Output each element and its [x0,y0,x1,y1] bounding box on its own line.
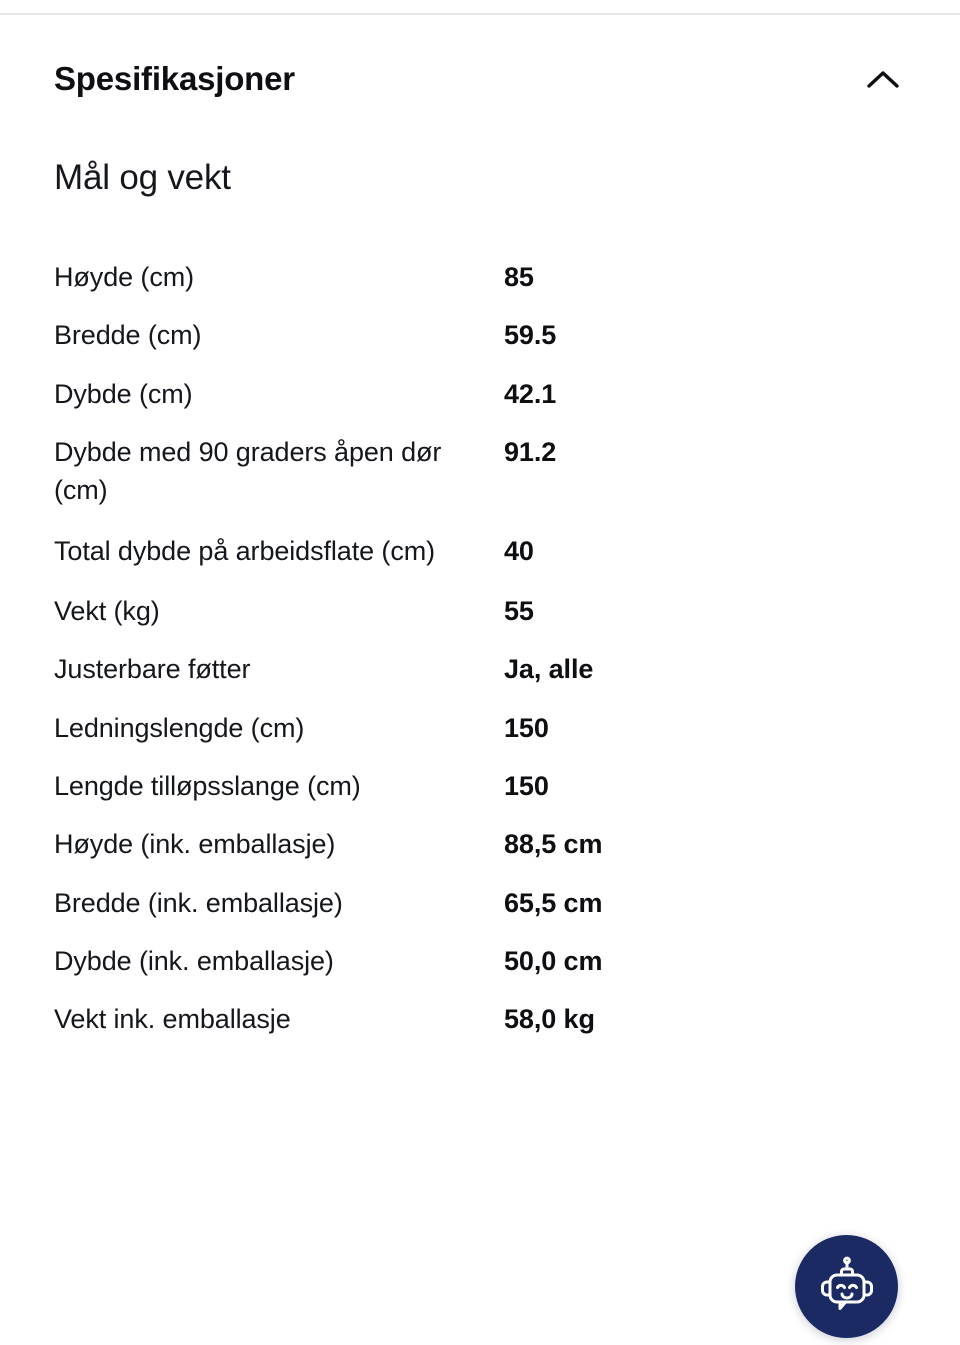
spec-value: 50,0 cm [504,945,603,976]
spec-value: 40 [504,535,534,566]
table-row [54,532,914,570]
table-row [54,375,914,413]
spec-label: Ledningslengde (cm) [54,712,305,743]
spec-label: Bredde (cm) [54,320,202,351]
spec-label: Dybde med 90 graders åpen dør (cm) [54,436,442,506]
spec-value: Ja, alle [504,654,594,685]
robot-chat-icon [816,1256,878,1318]
spec-value: 85 [504,262,534,292]
spec-label: Høyde (cm) [54,262,194,292]
page-title: Spesifikasjoner [54,59,295,97]
spec-value: 91.2 [504,436,557,467]
spec-label: Lengde tilløpsslange (cm) [54,770,361,801]
spec-label: Vekt (kg) [54,595,160,626]
spec-value: 65,5 cm [504,887,603,918]
spec-value: 55 [504,595,534,626]
spec-label: Bredde (ink. emballasje) [54,887,343,918]
spec-label: Høyde (ink. emballasje) [54,829,336,860]
table-row [54,767,914,805]
chat-launcher-button[interactable] [795,1235,898,1338]
top-divider [0,13,960,15]
spec-value: 150 [504,770,549,801]
table-row [54,316,914,354]
spec-value: 88,5 cm [504,829,603,860]
collapse-section-button[interactable] [860,56,906,102]
spec-label: Dybde (ink. emballasje) [54,945,334,976]
table-row [54,650,914,688]
spec-label: Total dybde på arbeidsflate (cm) [54,535,435,566]
table-row [54,884,914,922]
spec-label: Vekt ink. emballasje [54,1004,291,1035]
spec-label: Justerbare føtter [54,654,251,685]
table-row [54,258,914,296]
spec-label: Dybde (cm) [54,378,193,409]
chevron-up-icon [866,68,900,90]
specifications-section-header[interactable] [54,52,910,106]
table-row [54,433,914,510]
spec-value: 150 [504,712,549,743]
table-row [54,825,914,863]
spec-value: 42.1 [504,378,557,409]
table-row [54,592,914,630]
specifications-table [54,258,914,1039]
subsection-heading: Mål og vekt [54,158,231,197]
spec-value: 58,0 kg [504,1004,595,1035]
table-row [54,709,914,747]
spec-value: 59.5 [504,320,557,351]
table-row [54,942,914,980]
table-row [54,1000,914,1038]
